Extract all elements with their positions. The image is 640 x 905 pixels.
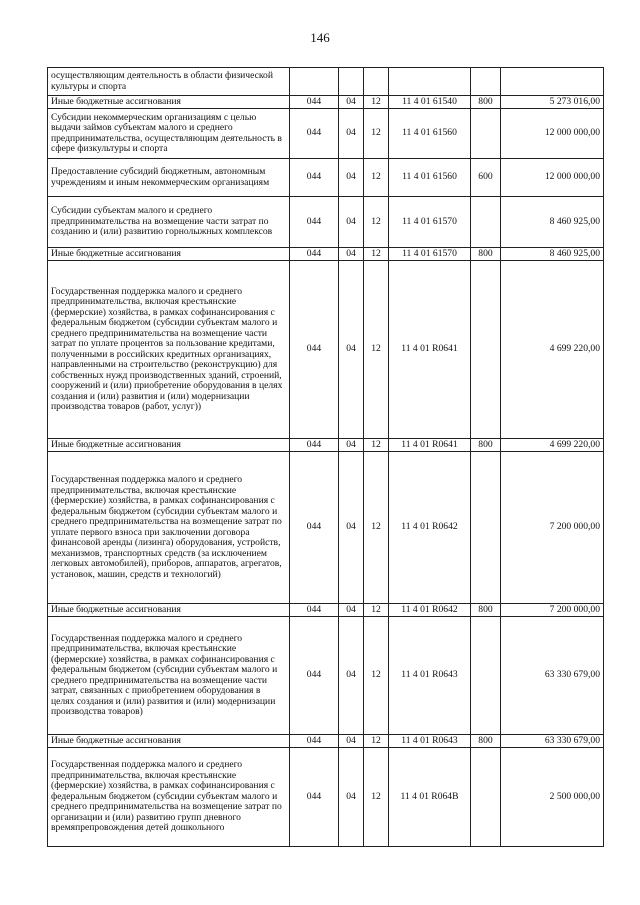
- section-code: 04: [339, 261, 364, 439]
- amount: 7 200 000,00: [501, 604, 604, 617]
- row-name: Иные бюджетные ассигнования: [48, 735, 290, 748]
- table-row: [48, 248, 604, 261]
- ministry-code: [290, 68, 339, 96]
- amount: 4 699 220,00: [501, 439, 604, 452]
- ministry-code: 044: [290, 197, 339, 248]
- section-code: 04: [339, 604, 364, 617]
- target-article: 11 4 01 R0642: [389, 604, 471, 617]
- expense-type: [471, 197, 501, 248]
- expense-type: [471, 109, 501, 159]
- row-name: Иные бюджетные ассигнования: [48, 604, 290, 617]
- expense-type: [471, 261, 501, 439]
- subsection-code: 12: [364, 109, 389, 159]
- ministry-code: 044: [290, 109, 339, 159]
- row-name: Государственная поддержка малого и среднего предпринимательства, включая крестьянские (фермерские) хозяйства, в рамках софинансирования с федеральным бюджетом (субсидии субъектам малого и среднего предпринимательства на возмещение части затрат, связанных с приобретением оборудования в целях создания и (или) развития и (или) модернизации производства товаров): [48, 617, 290, 735]
- subsection-code: 12: [364, 197, 389, 248]
- subsection-code: 12: [364, 261, 389, 439]
- ministry-code: 044: [290, 439, 339, 452]
- subsection-code: 12: [364, 735, 389, 748]
- expense-type: [471, 748, 501, 847]
- target-article: 11 4 01 R0643: [389, 735, 471, 748]
- amount: 8 460 925,00: [501, 197, 604, 248]
- table-row: [48, 748, 604, 847]
- ministry-code: 044: [290, 748, 339, 847]
- section-code: 04: [339, 109, 364, 159]
- subsection-code: 12: [364, 248, 389, 261]
- target-article: 11 4 01 61570: [389, 197, 471, 248]
- table-row: [48, 159, 604, 197]
- table-row: [48, 68, 604, 96]
- table-row: [48, 617, 604, 735]
- target-article: 11 4 01 61570: [389, 248, 471, 261]
- row-name: Государственная поддержка малого и среднего предпринимательства, включая крестьянские (фермерские) хозяйства, в рамках софинансирования с федеральным бюджетом (субсидии субъектам малого и среднего предпринимательства на возмещение части затрат по уплате процентов за пользование кредитами, полученными в российских кредитных организациях, направленными на строительство (реконструкцию) для собственных нужд производственных зданий, строений, сооружений и (или) приобретение оборудования в целях создания и (или) развития и (или) модернизации производства товаров (работ, услуг)): [48, 261, 290, 439]
- ministry-code: 044: [290, 604, 339, 617]
- expense-type: 800: [471, 735, 501, 748]
- amount: 7 200 000,00: [501, 452, 604, 604]
- target-article: 11 4 01 R0643: [389, 617, 471, 735]
- subsection-code: 12: [364, 159, 389, 197]
- target-article: 11 4 01 R064B: [389, 748, 471, 847]
- subsection-code: [364, 68, 389, 96]
- section-code: 04: [339, 96, 364, 109]
- row-name: Субсидии некоммерческим организациям с целью выдачи займов субъектам малого и среднего предпринимательства, осуществляющим деятельность в сфере физкультуры и спорта: [48, 109, 290, 159]
- table-row: [48, 96, 604, 109]
- section-code: 04: [339, 748, 364, 847]
- row-name: Государственная поддержка малого и среднего предпринимательства, включая крестьянские (фермерские) хозяйства, в рамках софинансирования с федеральным бюджетом (субсидии субъектам малого и среднего предпринимательства на возмещение затрат по организации и (или) развитию групп дневного времяпрепровождения детей дошкольного: [48, 748, 290, 847]
- budget-table: [47, 67, 604, 847]
- section-code: 04: [339, 439, 364, 452]
- expense-type: [471, 452, 501, 604]
- row-name: Иные бюджетные ассигнования: [48, 96, 290, 109]
- section-code: 04: [339, 735, 364, 748]
- section-code: [339, 68, 364, 96]
- expense-type: [471, 617, 501, 735]
- ministry-code: 044: [290, 617, 339, 735]
- table-row: [48, 261, 604, 439]
- table-row: [48, 735, 604, 748]
- section-code: 04: [339, 248, 364, 261]
- page-number: 146: [310, 30, 330, 45]
- target-article: 11 4 01 61560: [389, 159, 471, 197]
- subsection-code: 12: [364, 452, 389, 604]
- expense-type: 800: [471, 439, 501, 452]
- amount: 12 000 000,00: [501, 159, 604, 197]
- amount: 63 330 679,00: [501, 617, 604, 735]
- row-name: Иные бюджетные ассигнования: [48, 248, 290, 261]
- row-name: Государственная поддержка малого и среднего предпринимательства, включая крестьянские (фермерские) хозяйства, в рамках софинансирования с федеральным бюджетом (субсидии субъектам малого и среднего предпринимательства на возмещение затрат по уплате первого взноса при заключении договора финансовой аренды (лизинга) оборудования, устройств, механизмов, транспортных средств (за исключением легковых автомобилей), приборов, аппаратов, агрегатов, установок, машин, средств и технологий): [48, 452, 290, 604]
- row-name: Иные бюджетные ассигнования: [48, 439, 290, 452]
- expense-type: [471, 68, 501, 96]
- ministry-code: 044: [290, 261, 339, 439]
- target-article: 11 4 01 61560: [389, 109, 471, 159]
- ministry-code: 044: [290, 452, 339, 604]
- amount: 8 460 925,00: [501, 248, 604, 261]
- subsection-code: 12: [364, 604, 389, 617]
- amount: 4 699 220,00: [501, 261, 604, 439]
- table-row: [48, 197, 604, 248]
- amount: 5 273 016,00: [501, 96, 604, 109]
- target-article: [389, 68, 471, 96]
- subsection-code: 12: [364, 439, 389, 452]
- section-code: 04: [339, 159, 364, 197]
- table-row: [48, 604, 604, 617]
- target-article: 11 4 01 R0641: [389, 261, 471, 439]
- expense-type: 800: [471, 96, 501, 109]
- ministry-code: 044: [290, 735, 339, 748]
- subsection-code: 12: [364, 617, 389, 735]
- expense-type: 600: [471, 159, 501, 197]
- table-row: [48, 452, 604, 604]
- subsection-code: 12: [364, 96, 389, 109]
- expense-type: 800: [471, 604, 501, 617]
- ministry-code: 044: [290, 248, 339, 261]
- subsection-code: 12: [364, 748, 389, 847]
- row-name: Предоставление субсидий бюджетным, автономным учреждениям и иным некоммерческим организациям: [48, 159, 290, 197]
- ministry-code: 044: [290, 96, 339, 109]
- target-article: 11 4 01 R0642: [389, 452, 471, 604]
- row-name: Субсидии субъектам малого и среднего предпринимательства на возмещение части затрат по созданию и (или) развитию горнолыжных комплексов: [48, 197, 290, 248]
- section-code: 04: [339, 197, 364, 248]
- target-article: 11 4 01 R0641: [389, 439, 471, 452]
- amount: [501, 68, 604, 96]
- amount: 12 000 000,00: [501, 109, 604, 159]
- expense-type: 800: [471, 248, 501, 261]
- section-code: 04: [339, 452, 364, 604]
- amount: 2 500 000,00: [501, 748, 604, 847]
- amount: 63 330 679,00: [501, 735, 604, 748]
- table-row: [48, 439, 604, 452]
- row-name: осуществляющим деятельность в области физической культуры и спорта: [48, 68, 290, 96]
- ministry-code: 044: [290, 159, 339, 197]
- section-code: 04: [339, 617, 364, 735]
- table-row: [48, 109, 604, 159]
- target-article: 11 4 01 61540: [389, 96, 471, 109]
